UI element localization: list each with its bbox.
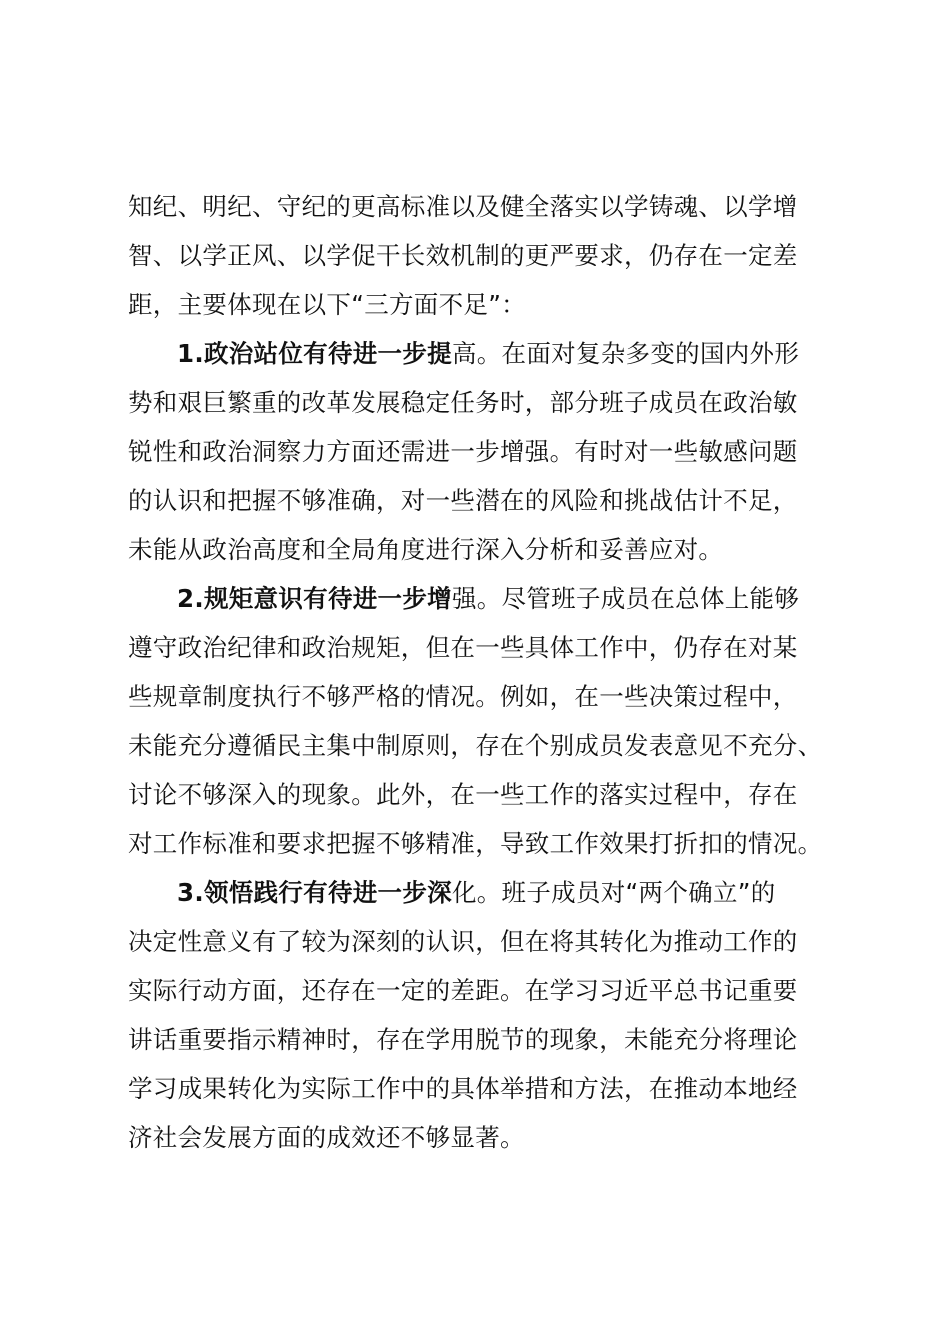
intro-line-1: 知纪、明纪、守纪的更高标准以及健全落实以学铸魂、以学增 <box>128 192 798 221</box>
section-3-line: 讲话重要指示精神时，存在学用脱节的现象，未能充分将理论 <box>128 1025 798 1054</box>
section-3-heading: 3.领悟践行有待进一步深 <box>177 878 452 907</box>
document-body <box>128 182 840 1162</box>
section-1-line: 的认识和把握不够准确，对一些潜在的风险和挑战估计不足， <box>128 486 798 515</box>
section-3-line: 决定性意义有了较为深刻的认识，但在将其转化为推动工作的 <box>128 927 798 956</box>
section-1-line: 锐性和政治洞察力方面还需进一步增强。有时对一些敏感问题 <box>128 437 798 466</box>
section-2-line: 对工作标准和要求把握不够精准，导致工作效果打折扣的情况。 <box>128 829 823 858</box>
section-1-first-line <box>128 329 840 378</box>
section-2-first-line <box>128 574 840 623</box>
section-2-line: 未能充分遵循民主集中制原则，存在个别成员发表意见不充分、 <box>128 731 823 760</box>
intro-line-2: 智、以学正风、以学促干长效机制的更严要求，仍存在一定差 <box>128 241 798 270</box>
section-1-line: 势和艰巨繁重的改革发展稳定任务时，部分班子成员在政治敏 <box>128 388 798 417</box>
section-3-first-line <box>128 868 840 917</box>
section-3-line: 实际行动方面，还存在一定的差距。在学习习近平总书记重要 <box>128 976 798 1005</box>
section-1-first-rest: 高。在面对复杂多变的国内外形 <box>451 339 800 368</box>
section-3-first-rest: 化。班子成员对“两个确立”的 <box>451 878 776 907</box>
intro-line-3: 距，主要体现在以下“三方面不足”： <box>128 290 526 319</box>
section-2-heading: 2.规矩意识有待进一步增 <box>177 584 452 613</box>
section-2-first-rest: 强。尽管班子成员在总体上能够 <box>451 584 800 613</box>
section-3-line: 学习成果转化为实际工作中的具体举措和方法，在推动本地经 <box>128 1074 798 1103</box>
section-2-line: 讨论不够深入的现象。此外，在一些工作的落实过程中，存在 <box>128 780 798 809</box>
section-2-line: 些规章制度执行不够严格的情况。例如，在一些决策过程中， <box>128 682 798 711</box>
section-2-line: 遵守政治纪律和政治规矩，但在一些具体工作中，仍存在对某 <box>128 633 798 662</box>
section-1-line: 未能从政治高度和全局角度进行深入分析和妥善应对。 <box>128 535 724 564</box>
section-3-line: 济社会发展方面的成效还不够显著。 <box>128 1123 525 1152</box>
section-1-heading: 1.政治站位有待进一步提 <box>177 339 452 368</box>
